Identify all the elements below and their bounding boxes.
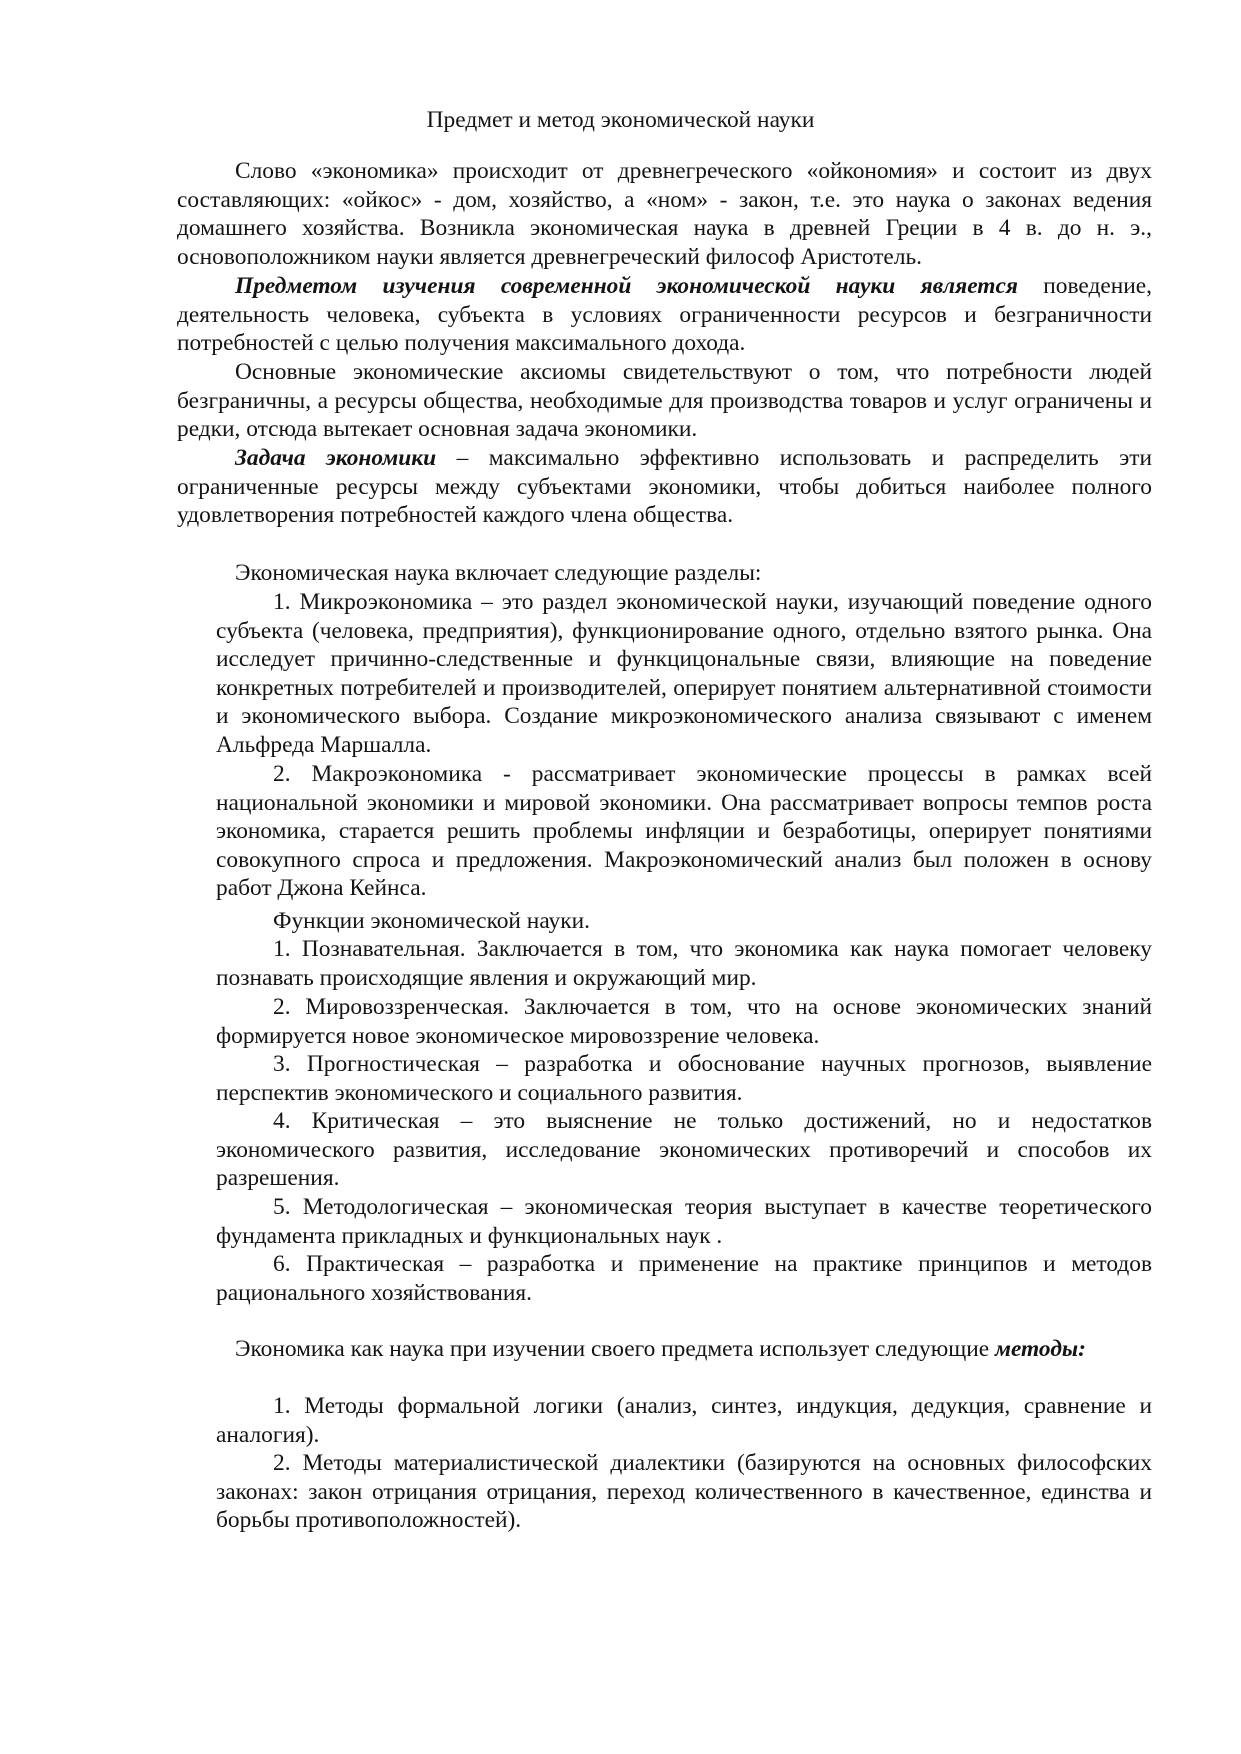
functions-heading: Функции экономической науки. [273, 908, 590, 934]
method-item: 2. Методы материалистической диалектики (базируются на основных философских законах: закон отрицания отрицания, переход количественного в качественное, единства и борьбы противоположностей). [216, 1450, 1152, 1534]
function-item: 4. Критическая – это выяснение не только достижений, но и недостатков экономического развития, исследование экономических противоречий и способов их разрешения. [216, 1108, 1152, 1192]
function-item: 2. Мировоззренческая. Заключается в том, что на основе экономических знаний формируется новое экономическое мировоззрение человека. [216, 994, 1152, 1049]
method-item: 1. Методы формальной логики (анализ, синтез, индукция, дедукция, сравнение и аналогия). [216, 1393, 1152, 1448]
subject-definition: поведение, деятельность человека, субъекта в условиях ограниченности ресурсов и безграничности потребностей с целью получения максимального дохода. [177, 273, 1152, 357]
task-term: Задача экономики [235, 445, 437, 471]
page-title: Предмет и метод экономической науки [426, 107, 815, 133]
intro-paragraph-2 [177, 272, 1152, 358]
methods-term: методы: [994, 1336, 1086, 1362]
sections-heading: Экономическая наука включает следующие разделы: [235, 560, 762, 586]
task-definition: – максимально эффективно использовать и распределить эти ограниченные ресурсы между субъектами экономики, чтобы добиться наиболее полного удовлетворения потребностей каждого члена общества. [177, 445, 1152, 529]
intro-paragraph-3: Основные экономические аксиомы свидетельствуют о том, что потребности людей безграничны, а ресурсы общества, необходимые для производства товаров и услуг ограничены и редки, отсюда вытекает основная задача экономики. [177, 359, 1152, 443]
function-item: 3. Прогностическая – разработка и обоснование научных прогнозов, выявление перспектив экономического и социального развития. [216, 1051, 1152, 1106]
function-item: 6. Практическая – разработка и применение на практике принципов и методов рационального хозяйствования. [216, 1251, 1152, 1306]
intro-paragraph-4 [177, 444, 1152, 530]
function-item: 1. Познавательная. Заключается в том, что экономика как наука помогает человеку познавать происходящие явления и окружающий мир. [216, 936, 1152, 991]
function-item: 5. Методологическая – экономическая теория выступает в качестве теоретического фундамента прикладных и функциональных наук . [216, 1194, 1152, 1249]
subject-term: Предметом изучения современной экономической науки является [235, 273, 1018, 299]
methods-intro-text: Экономика как наука при изучении своего предмета использует следующие [235, 1336, 995, 1362]
methods-intro [177, 1335, 1152, 1364]
section-item: 2. Макроэкономика - рассматривает экономические процессы в рамках всей национальной экономики и мировой экономики. Она рассматривает вопросы темпов роста экономика, старается решить проблемы инфляции и безработицы, оперирует понятиями совокупного спроса и предложения. Макроэкономический анализ был положен в основу работ Джона Кейнса. [216, 761, 1152, 902]
intro-paragraph-1: Слово «экономика» происходит от древнегреческого «ойкономия» и состоит из двух составляющих: «ойкос» - дом, хозяйство, а «ном» - закон, т.е. это наука о законах ведения домашнего хозяйства. Возникла экономическая наука в древней Греции в 4 в. до н. э., основоположником науки является древнегреческий философ Аристотель. [177, 158, 1152, 270]
section-item: 1. Микроэкономика – это раздел экономической науки, изучающий поведение одного субъекта (человека, предприятия), функционирование одного, отдельно взятого рынка. Она исследует причинно-следственные и функцицональные связи, влияющие на поведение конкретных потребителей и производителей, оперирует понятием альтернативной стоимости и экономического выбора. Создание микроэкономического анализа связывают с именем Альфреда Маршалла. [216, 589, 1152, 758]
